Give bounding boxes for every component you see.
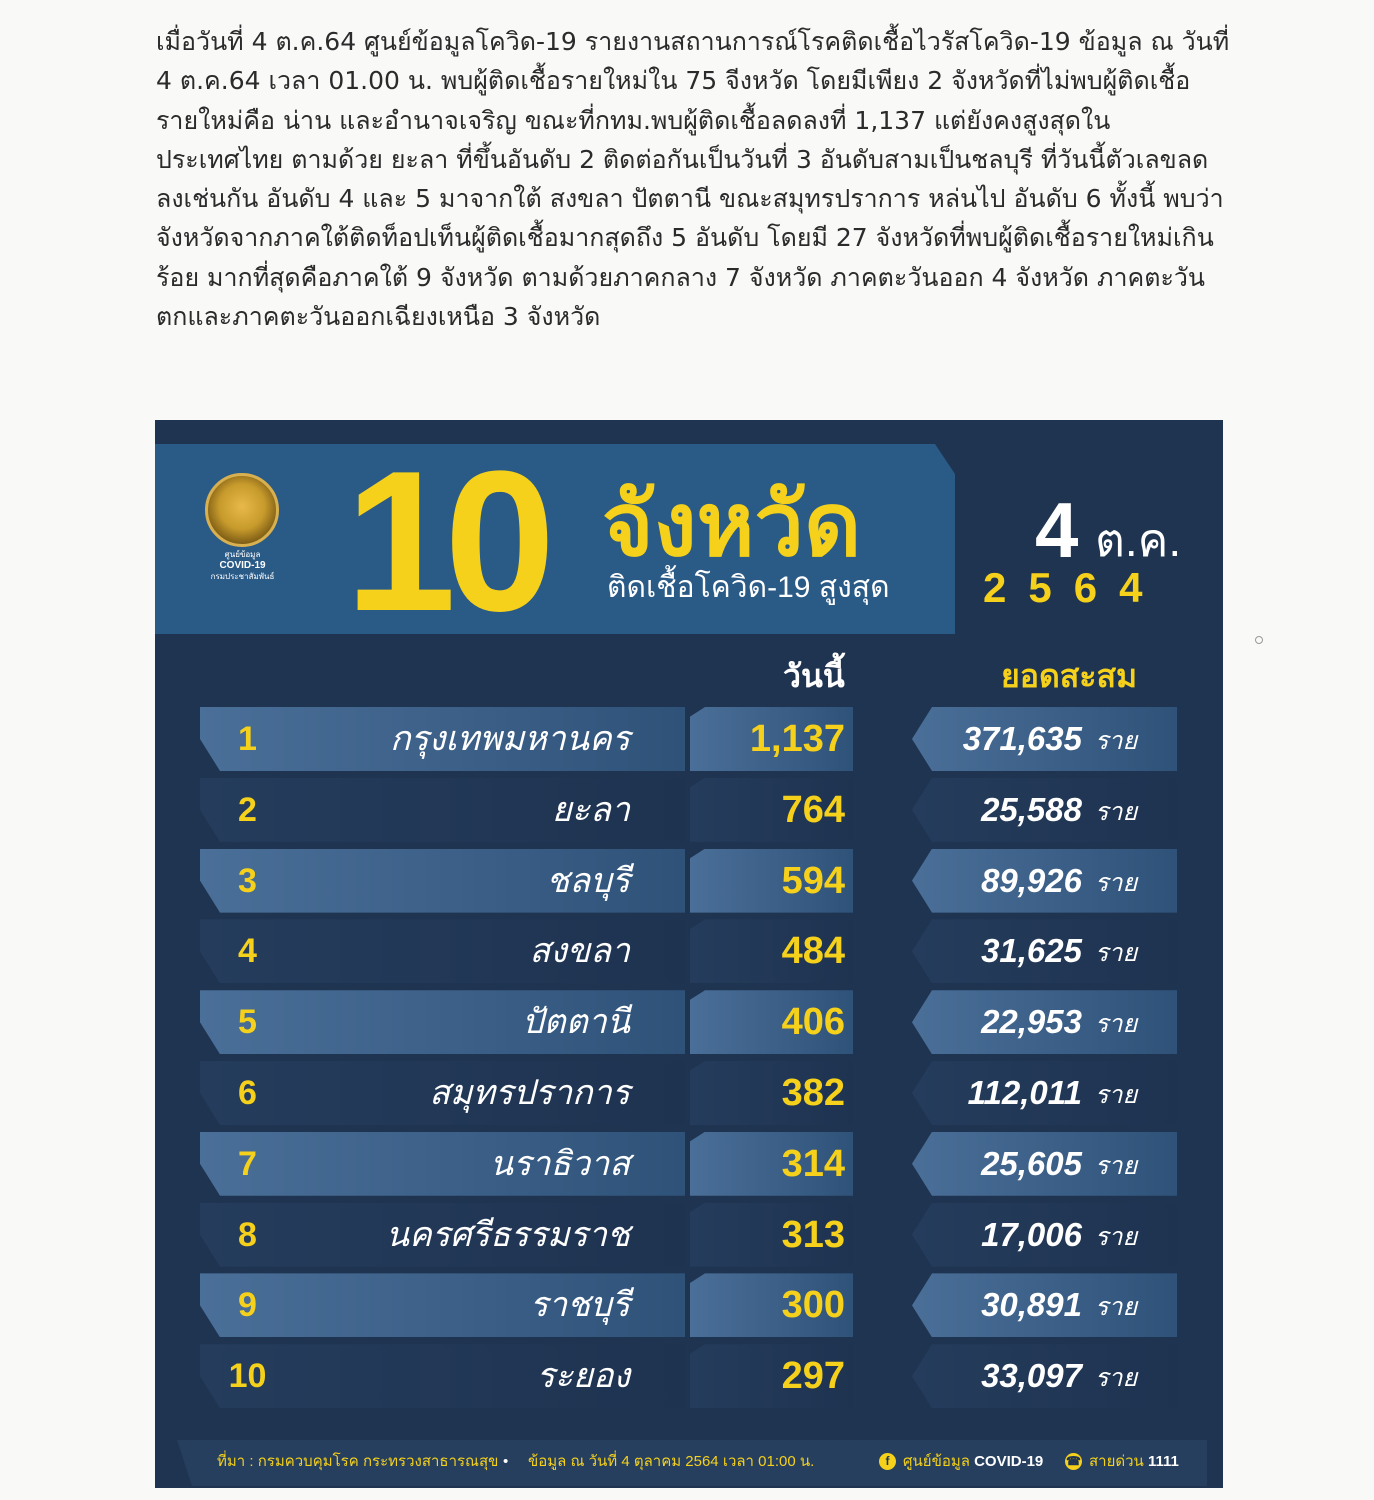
emblem-caption-line1: ศูนย์ข้อมูล bbox=[224, 550, 261, 559]
article-paragraph: เมื่อวันที่ 4 ต.ค.64 ศูนย์ข้อมูลโควิด-19 รายงานสถานการณ์โรคติดเชื้อไวรัสโควิด-19 ข้อมูล ณ วันที่ 4 ต.ค.64 เวลา 01.00 น. พบผู้ติดเชื้อรายใหม่ใน 75 จีงหวัด โดยมีเพียง 2 จังหวัดที่ไม่พบผู้ติดเชื้อรายใหม่คือ น่าน และอำนาจเจริญ ขณะที่กทม.พบผู้ติดเชื้อลดลงที่ 1,137 แต่ยังคงสูงสุดในประเทศไทย ตามด้วย ยะลา ที่ขึ้นอันดับ 2 ติดต่อกันเป็นวันที่ 3 อันดับสามเป็นชลบุรี ที่วันนี้ตัวเลขลดลงเช่นกัน อันดับ 4 และ 5 มาจากใต้ สงขลา ปัตตานี ขณะสมุทรปราการ หล่นไป อันดับ 6 ทั้งนี้ พบว่า จังหวัดจากภาคใต้ติดท็อปเท็นผู้ติดเชื้อมากสุดถึง 5 อันดับ โดยมี 27 จังหวัดที่พบผู้ติดเชื้อรายใหม่เกินร้อย มากที่สุดคือภาคใต้ 9 จังหวัด ตามด้วยภาคกลาง 7 จังหวัด ภาคตะวันออก 4 จังหวัด ภาคตะวันตกและภาคตะวันออกเฉียงเหนือ 3 จังหวัด bbox=[156, 27, 1230, 332]
today-cases: 297 bbox=[781, 1355, 845, 1398]
table-row bbox=[155, 990, 1223, 1054]
today-cases: 406 bbox=[781, 1001, 845, 1044]
total-unit: ราย bbox=[1095, 1293, 1138, 1322]
table-row bbox=[155, 778, 1223, 842]
rank-number: 7 bbox=[238, 1144, 257, 1183]
total-unit: ราย bbox=[1095, 1010, 1138, 1039]
column-header-total: ยอดสะสม bbox=[1001, 658, 1138, 694]
phone-icon: ☎ bbox=[1066, 1454, 1081, 1468]
total-cases: 25,605 bbox=[981, 1144, 1082, 1182]
province-name: สมุทรปราการ bbox=[429, 1074, 630, 1112]
province-name: นครศรีธรรมราช bbox=[385, 1215, 630, 1254]
total-unit: ราย bbox=[1095, 797, 1138, 826]
table-row bbox=[155, 1061, 1223, 1125]
footer-hotline-number: 1111 bbox=[1147, 1453, 1179, 1470]
total-cases: 371,635 bbox=[962, 720, 1082, 757]
footer-hotline bbox=[1089, 1452, 1179, 1472]
total-cases: 33,097 bbox=[981, 1357, 1082, 1395]
total-cases: 25,588 bbox=[981, 790, 1082, 828]
rank-number: 3 bbox=[238, 861, 257, 900]
total-cases: 31,625 bbox=[981, 932, 1082, 970]
total-cases: 30,891 bbox=[981, 1286, 1082, 1324]
table-row bbox=[155, 1273, 1223, 1337]
emblem-caption-line3: กรมประชาสัมพันธ์ bbox=[210, 572, 275, 581]
facebook-icon: f bbox=[879, 1453, 896, 1470]
today-cases: 313 bbox=[781, 1213, 845, 1256]
province-name: นราธิวาส bbox=[489, 1144, 630, 1183]
column-header-today: วันนี้ bbox=[783, 658, 845, 694]
total-unit: ราย bbox=[1095, 727, 1138, 755]
today-cases: 764 bbox=[781, 788, 845, 831]
rank-number: 1 bbox=[238, 720, 257, 758]
table-row bbox=[155, 849, 1223, 913]
total-unit: ราย bbox=[1095, 939, 1138, 968]
covid-top10-infographic bbox=[155, 420, 1223, 1488]
total-unit: ราย bbox=[1095, 1364, 1138, 1393]
province-name: ยะลา bbox=[551, 790, 630, 829]
rank-number: 10 bbox=[228, 1357, 267, 1396]
footer-source: ที่มา : กรมควบคุมโรค กระทรวงสาธารณสุข bbox=[217, 1453, 499, 1470]
table-row bbox=[155, 707, 1223, 771]
table-row bbox=[155, 1203, 1223, 1267]
total-cases: 17,006 bbox=[981, 1215, 1082, 1253]
emblem-caption-line2: COVID-19 bbox=[219, 560, 266, 571]
rank-number: 4 bbox=[238, 932, 257, 971]
total-unit: ราย bbox=[1095, 868, 1138, 897]
total-cases: 89,926 bbox=[981, 861, 1082, 899]
today-cases: 484 bbox=[781, 930, 845, 973]
date-day: 4 bbox=[1035, 486, 1079, 574]
table-row bbox=[155, 1132, 1223, 1196]
total-unit: ราย bbox=[1095, 1081, 1138, 1109]
rank-number: 2 bbox=[238, 790, 257, 829]
province-name: ปัตตานี bbox=[521, 1003, 630, 1042]
date-month: ต.ค. bbox=[1095, 514, 1182, 566]
total-unit: ราย bbox=[1095, 1222, 1138, 1251]
footer-center-name: COVID-19 bbox=[974, 1453, 1044, 1470]
total-unit: ราย bbox=[1095, 1151, 1138, 1180]
emblem-caption bbox=[195, 550, 290, 582]
today-cases: 382 bbox=[781, 1072, 845, 1114]
today-cases: 314 bbox=[781, 1142, 845, 1185]
today-cases: 1,137 bbox=[749, 718, 845, 760]
total-cases: 22,953 bbox=[981, 1003, 1082, 1041]
province-name: กรุงเทพมหานคร bbox=[389, 720, 630, 758]
big-number: 10 bbox=[345, 430, 544, 653]
today-cases: 594 bbox=[781, 859, 845, 902]
province-name: สงขลา bbox=[529, 932, 630, 971]
footer-hotline-label: สายด่วน bbox=[1089, 1453, 1144, 1470]
table-row bbox=[155, 919, 1223, 983]
province-name: ราชบุรี bbox=[529, 1286, 630, 1325]
rank-number: 6 bbox=[238, 1074, 257, 1112]
footer-data-as-of: ข้อมูล ณ วันที่ 4 ตุลาคม 2564 เวลา 01:00 น. bbox=[528, 1453, 815, 1470]
scroll-dot-indicator bbox=[1255, 636, 1263, 644]
table-row bbox=[155, 1344, 1223, 1408]
footer-center-label: ศูนย์ข้อมูล bbox=[903, 1453, 970, 1470]
today-cases: 300 bbox=[781, 1284, 845, 1327]
infographic-subtitle: ติดเชื้อโควิด-19 สูงสุด bbox=[607, 571, 890, 604]
rank-number: 8 bbox=[238, 1215, 257, 1254]
government-emblem-icon bbox=[205, 473, 279, 547]
rank-number: 9 bbox=[238, 1286, 257, 1325]
infographic-title: จังหวัด bbox=[602, 475, 862, 574]
footer-bullet: • bbox=[503, 1453, 509, 1470]
date-year: 2564 bbox=[983, 564, 1165, 611]
rank-number: 5 bbox=[238, 1003, 257, 1042]
total-cases: 112,011 bbox=[967, 1074, 1082, 1111]
province-name: ระยอง bbox=[536, 1357, 630, 1396]
province-name: ชลบุรี bbox=[546, 861, 630, 900]
footer-covid-center bbox=[903, 1452, 1043, 1472]
